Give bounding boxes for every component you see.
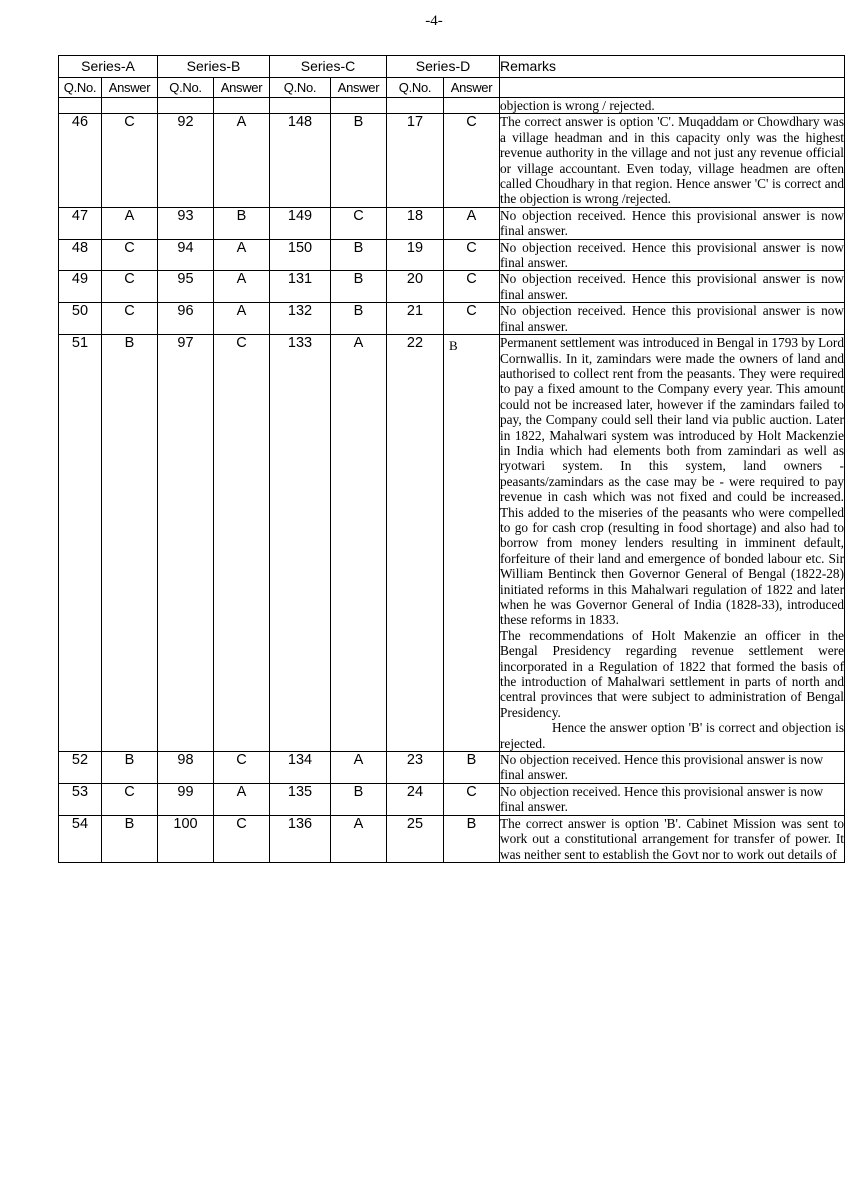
series-c-answer: B — [331, 114, 387, 207]
series-c-qno: 135 — [270, 783, 331, 815]
series-c-answer: A — [331, 335, 387, 752]
series-b-qno: 92 — [158, 114, 214, 207]
table-row — [59, 815, 845, 862]
series-a-qno: 49 — [59, 271, 102, 303]
series-c-qno: 132 — [270, 303, 331, 335]
remark-cell: The correct answer is option 'C'. Muqaddam or Chowdhary was a village headman and in this capacity only was the highest revenue authority in the village and not just any revenue official or village accountant. Even today, village headmen are often called Choudhary in that region. Hence answer 'C' is correct and the objection is wrong /rejected. — [500, 114, 844, 207]
remark-paragraph: Permanent settlement was introduced in Bengal in 1793 by Lord Cornwallis. In it, zamindars were made the owners of land and authorised to collect rent from the peasants. They were required to pay a fixed amount to the Company every year. This amount could not be increased later, however if the zamindars failed to pay, the Company could sell their land via public auction. Later in 1822, Mahalwari system was introduced by Holt Mackenzie in India which had elements both from zamindari as well as ryotwari system. In this system, land owners - peasants/zamindars as the case may be - were required to pay revenue in cash which was not fixed and could be increased. This added to the miseries of the peasants who were compelled to go for cash crop (resulting in food shortage) and also had to borrow from money lenders resulting in imminent default, forfeiture of their land and emergence of bonded labour etc. Sir William Bentinck then Governor General of Bengal (1822-28) initiated reforms in this Mahalwari regulation of 1822 and later when he was Governor General of India (1828-33), introduced these reforms in 1833. — [500, 335, 844, 628]
remark-cell: No objection received. Hence this provisional answer is now final answer. — [500, 303, 844, 334]
series-a-answer: C — [102, 114, 158, 207]
series-a-qno: 51 — [59, 335, 102, 752]
series-a-answer: B — [102, 752, 158, 784]
page-number: -4- — [425, 13, 443, 29]
series-d-answer: C — [444, 114, 500, 207]
series-a-qno: 50 — [59, 303, 102, 335]
series-b-answer: C — [214, 752, 270, 784]
series-a-qno: 52 — [59, 752, 102, 784]
remark-cell — [500, 335, 845, 752]
series-d-answer: B — [444, 752, 500, 784]
remark-cell: No objection received. Hence this provisional answer is now final answer. — [500, 783, 845, 815]
answer-header: Answer — [102, 78, 158, 98]
series-c-answer: B — [331, 239, 387, 271]
series-a-qno: 53 — [59, 783, 102, 815]
series-b-qno: 98 — [158, 752, 214, 784]
series-a-answer: C — [102, 303, 158, 335]
series-b-header: Series-B — [158, 56, 270, 78]
blank-cell — [331, 98, 387, 114]
series-c-answer: B — [331, 271, 387, 303]
series-c-answer: B — [331, 303, 387, 335]
series-d-qno: 19 — [387, 239, 444, 271]
series-a-answer: B — [102, 335, 158, 752]
series-a-qno: 47 — [59, 207, 102, 239]
table-row — [59, 783, 845, 815]
series-d-qno: 17 — [387, 114, 444, 207]
series-d-answer: A — [444, 207, 500, 239]
series-a-qno: 48 — [59, 239, 102, 271]
column-header-row — [59, 78, 845, 98]
series-d-qno: 18 — [387, 207, 444, 239]
series-c-answer: B — [331, 783, 387, 815]
series-b-qno: 100 — [158, 815, 214, 862]
series-a-answer: C — [102, 271, 158, 303]
series-c-qno: 131 — [270, 271, 331, 303]
series-d-qno: 20 — [387, 271, 444, 303]
qno-header: Q.No. — [270, 78, 331, 98]
series-a-answer: C — [102, 239, 158, 271]
series-a-qno: 46 — [59, 114, 102, 207]
series-b-qno: 99 — [158, 783, 214, 815]
answer-header: Answer — [214, 78, 270, 98]
blank-cell — [59, 98, 102, 114]
series-b-qno: 96 — [158, 303, 214, 335]
series-d-answer: B — [444, 335, 500, 752]
series-b-answer: A — [214, 303, 270, 335]
series-b-qno: 95 — [158, 271, 214, 303]
series-b-answer: A — [214, 239, 270, 271]
answer-key-table — [58, 55, 845, 863]
remarks-header: Remarks — [500, 56, 845, 78]
series-d-answer: C — [444, 303, 500, 335]
series-c-answer: A — [331, 752, 387, 784]
series-c-qno: 150 — [270, 239, 331, 271]
table-row — [59, 114, 845, 207]
series-d-answer: B — [444, 815, 500, 862]
qno-header: Q.No. — [387, 78, 444, 98]
series-c-qno: 133 — [270, 335, 331, 752]
series-b-answer: C — [214, 335, 270, 752]
series-d-answer: C — [444, 271, 500, 303]
remark-cell: No objection received. Hence this provisional answer is now final answer. — [500, 239, 844, 271]
series-b-answer: C — [214, 815, 270, 862]
blank-cell — [214, 98, 270, 114]
blank-cell — [270, 98, 331, 114]
qno-header: Q.No. — [59, 78, 102, 98]
series-a-qno: 54 — [59, 815, 102, 862]
series-b-answer: A — [214, 114, 270, 207]
series-c-qno: 134 — [270, 752, 331, 784]
series-d-qno: 24 — [387, 783, 444, 815]
series-d-qno: 25 — [387, 815, 444, 862]
continuation-row — [59, 98, 845, 114]
blank-cell — [387, 98, 444, 114]
table-row — [59, 207, 845, 239]
qno-header: Q.No. — [158, 78, 214, 98]
series-b-answer: A — [214, 271, 270, 303]
series-a-header: Series-A — [59, 56, 158, 78]
answer-header: Answer — [444, 78, 500, 98]
series-b-qno: 93 — [158, 207, 214, 239]
table-row — [59, 271, 845, 303]
series-c-answer: A — [331, 815, 387, 862]
series-d-qno: 22 — [387, 335, 444, 752]
series-c-qno: 148 — [270, 114, 331, 207]
series-b-qno: 97 — [158, 335, 214, 752]
blank-cell — [444, 98, 500, 114]
series-a-answer: B — [102, 815, 158, 862]
series-c-qno: 136 — [270, 815, 331, 862]
remark-cell: No objection received. Hence this provisional answer is now final answer. — [500, 207, 844, 239]
series-c-header: Series-C — [270, 56, 387, 78]
series-d-answer: C — [444, 783, 500, 815]
table-row — [59, 239, 845, 271]
series-c-answer: C — [331, 207, 387, 239]
series-d-qno: 21 — [387, 303, 444, 335]
series-d-answer: C — [444, 239, 500, 271]
series-b-answer: A — [214, 783, 270, 815]
answer-header: Answer — [331, 78, 387, 98]
remark-cell: The correct answer is option 'B'. Cabinet Mission was sent to work out a constitutional arrangement for transfer of power. It was neither sent to establish the Govt nor to work out details of — [500, 815, 844, 862]
remark-cell: No objection received. Hence this provisional answer is now final answer. — [500, 271, 844, 302]
remark-paragraph: Hence the answer option 'B' is correct and objection is rejected. — [500, 720, 844, 751]
series-c-qno: 149 — [270, 207, 331, 239]
series-header-row — [59, 56, 845, 78]
series-a-answer: A — [102, 207, 158, 239]
remarks-subheader-blank — [500, 78, 845, 98]
series-b-qno: 94 — [158, 239, 214, 271]
blank-cell — [158, 98, 214, 114]
remark-cell: objection is wrong / rejected. — [500, 98, 845, 114]
series-b-answer: B — [214, 207, 270, 239]
series-a-answer: C — [102, 783, 158, 815]
blank-cell — [102, 98, 158, 114]
series-d-qno: 23 — [387, 752, 444, 784]
table-row — [59, 335, 845, 752]
table-row — [59, 303, 845, 335]
remark-paragraph: The recommendations of Holt Makenzie an officer in the Bengal Presidency regarding revenue settlement were incorporated in a Regulation of 1822 that formed the basis of the introduction of Mahalwari settlement in parts of north and central provinces that were subject to administration of Bengal Presidency. — [500, 627, 844, 720]
series-d-header: Series-D — [387, 56, 500, 78]
table-row — [59, 752, 845, 784]
remark-cell: No objection received. Hence this provisional answer is now final answer. — [500, 752, 845, 784]
